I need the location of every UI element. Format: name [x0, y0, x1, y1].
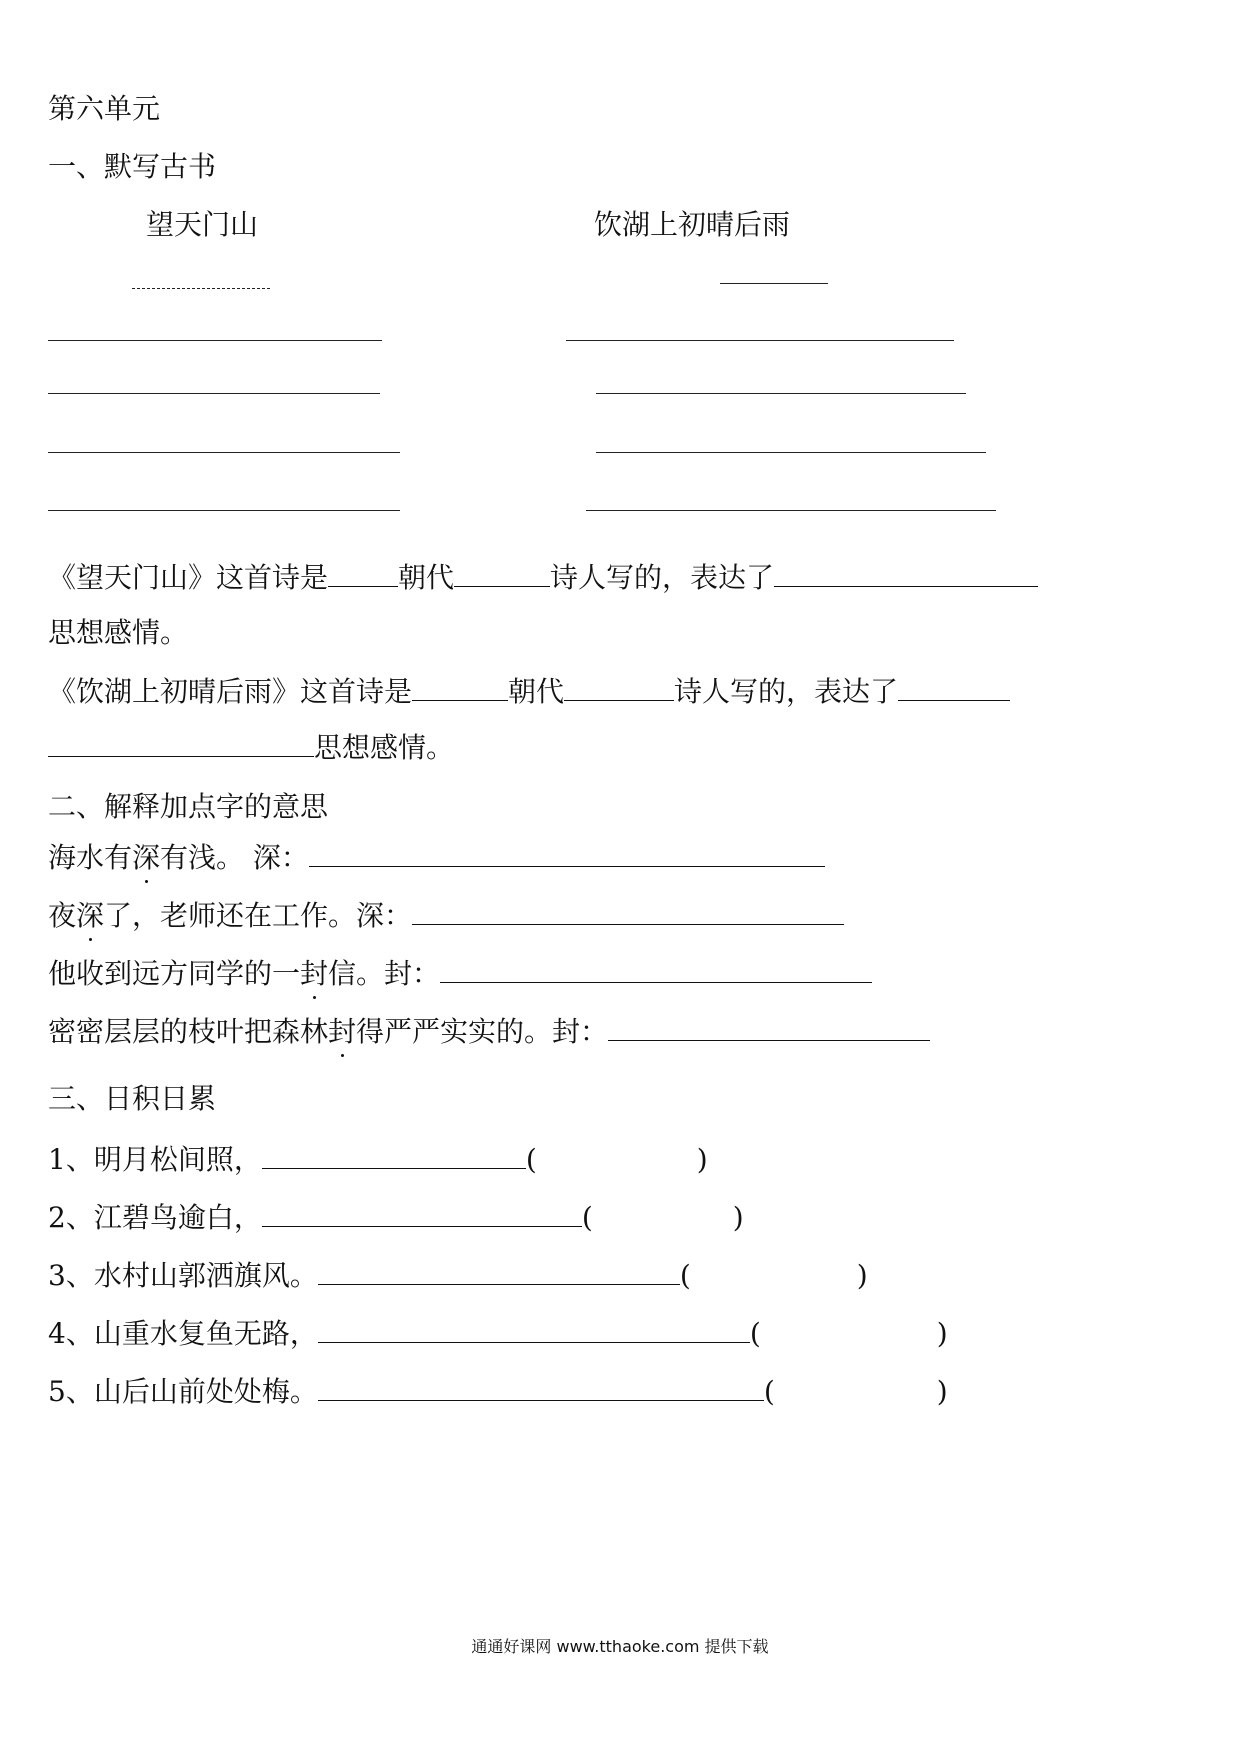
section-heading-explain: 二、解释加点字的意思	[48, 790, 329, 823]
recite-item-text: 3、水村山郭洒旗风。	[48, 1259, 318, 1292]
explain-answer-blank[interactable]	[412, 898, 844, 925]
explain-item-1	[48, 840, 825, 875]
poem2-question-mid2: 诗人写的，表达了	[674, 675, 899, 708]
dotted-char: 封	[300, 957, 329, 990]
paren-close: )	[856, 1259, 868, 1292]
recite-item-text: 1、明月松间照，	[48, 1143, 262, 1176]
explain-item-text: 了，老师还在工作。深：	[104, 899, 413, 932]
paren-open: (	[763, 1375, 775, 1408]
poem1-poet-blank[interactable]	[454, 560, 550, 587]
explain-item-text: 他收到远方同学的一	[48, 957, 301, 990]
poem2-line-4[interactable]	[586, 510, 996, 511]
paren-close: )	[696, 1143, 708, 1176]
section-heading-poems: 一、默写古书	[48, 150, 217, 183]
dotted-char: 深	[76, 899, 105, 932]
poem2-title: 饮湖上初晴后雨	[594, 208, 791, 241]
explain-item-text: 得严严实实的。封：	[356, 1015, 609, 1048]
recite-item-1	[48, 1142, 708, 1177]
poem2-question	[48, 674, 1010, 709]
poem1-question-end: 思想感情。	[48, 616, 189, 649]
poem2-dynasty-blank[interactable]	[412, 674, 508, 701]
dotted-char: 深	[132, 841, 161, 874]
paren-close: )	[732, 1201, 744, 1234]
poem2-emotion-blank-2[interactable]	[48, 730, 314, 757]
poem1-line-4[interactable]	[48, 510, 400, 511]
recite-item-2	[48, 1200, 744, 1235]
recite-item-text: 2、江碧鸟逾白，	[48, 1201, 262, 1234]
explain-item-text: 海水有	[48, 841, 133, 874]
recite-item-3	[48, 1258, 868, 1293]
poem2-poet-blank[interactable]	[564, 674, 674, 701]
explain-item-3	[48, 956, 872, 991]
recite-item-5	[48, 1374, 948, 1409]
poem1-line-3[interactable]	[48, 452, 400, 453]
recite-item-4	[48, 1316, 948, 1351]
poem2-line-2[interactable]	[596, 393, 966, 394]
poem1-question-mid2: 诗人写的，表达了	[550, 561, 775, 594]
poem1-title: 望天门山	[146, 208, 259, 241]
explain-item-text: 夜	[48, 899, 77, 932]
poem2-question-end-line	[48, 730, 454, 765]
explain-item-text: 密密层层的枝叶把森林	[48, 1015, 329, 1048]
section-heading-accumulate: 三、日积日累	[48, 1082, 217, 1115]
poem2-line-3[interactable]	[596, 452, 986, 453]
poem1-dynasty-blank[interactable]	[328, 560, 398, 587]
unit-title: 第六单元	[48, 92, 161, 125]
explain-item-text: 信。封：	[328, 957, 441, 990]
explain-item-2	[48, 898, 844, 933]
poem2-author-blank[interactable]	[720, 283, 828, 284]
recite-answer-blank[interactable]	[318, 1258, 680, 1285]
explain-item-4	[48, 1014, 930, 1049]
paren-open: (	[581, 1201, 593, 1234]
paren-open: (	[749, 1317, 761, 1350]
paren-open: (	[679, 1259, 691, 1292]
paren-close: )	[936, 1375, 948, 1408]
poem2-question-prefix: 《饮湖上初晴后雨》这首诗是	[48, 675, 413, 708]
poem1-question-prefix: 《望天门山》这首诗是	[48, 561, 329, 594]
explain-item-text: 有浅。 深：	[160, 841, 309, 874]
poem2-question-mid1: 朝代	[508, 675, 565, 708]
poem2-line-1[interactable]	[566, 340, 954, 341]
poem1-question	[48, 560, 1038, 595]
poem1-line-2[interactable]	[48, 393, 380, 394]
recite-answer-blank[interactable]	[262, 1200, 582, 1227]
recite-item-text: 5、山后山前处处梅。	[48, 1375, 318, 1408]
recite-answer-blank[interactable]	[318, 1316, 750, 1343]
recite-answer-blank[interactable]	[262, 1142, 526, 1169]
poem2-emotion-blank-1[interactable]	[898, 674, 1010, 701]
explain-answer-blank[interactable]	[608, 1014, 930, 1041]
explain-answer-blank[interactable]	[440, 956, 872, 983]
poem1-author-blank[interactable]	[132, 288, 270, 289]
dotted-char: 封	[328, 1015, 357, 1048]
poem2-question-end: 思想感情。	[314, 731, 455, 764]
footer-source: 通通好课网 www.tthaoke.com 提供下载	[471, 1637, 769, 1656]
explain-answer-blank[interactable]	[309, 840, 825, 867]
recite-answer-blank[interactable]	[318, 1374, 764, 1401]
recite-item-text: 4、山重水复鱼无路，	[48, 1317, 318, 1350]
paren-close: )	[936, 1317, 948, 1350]
poem1-question-mid1: 朝代	[398, 561, 455, 594]
poem1-line-1[interactable]	[48, 340, 382, 341]
paren-open: (	[525, 1143, 537, 1176]
poem1-emotion-blank[interactable]	[774, 560, 1038, 587]
